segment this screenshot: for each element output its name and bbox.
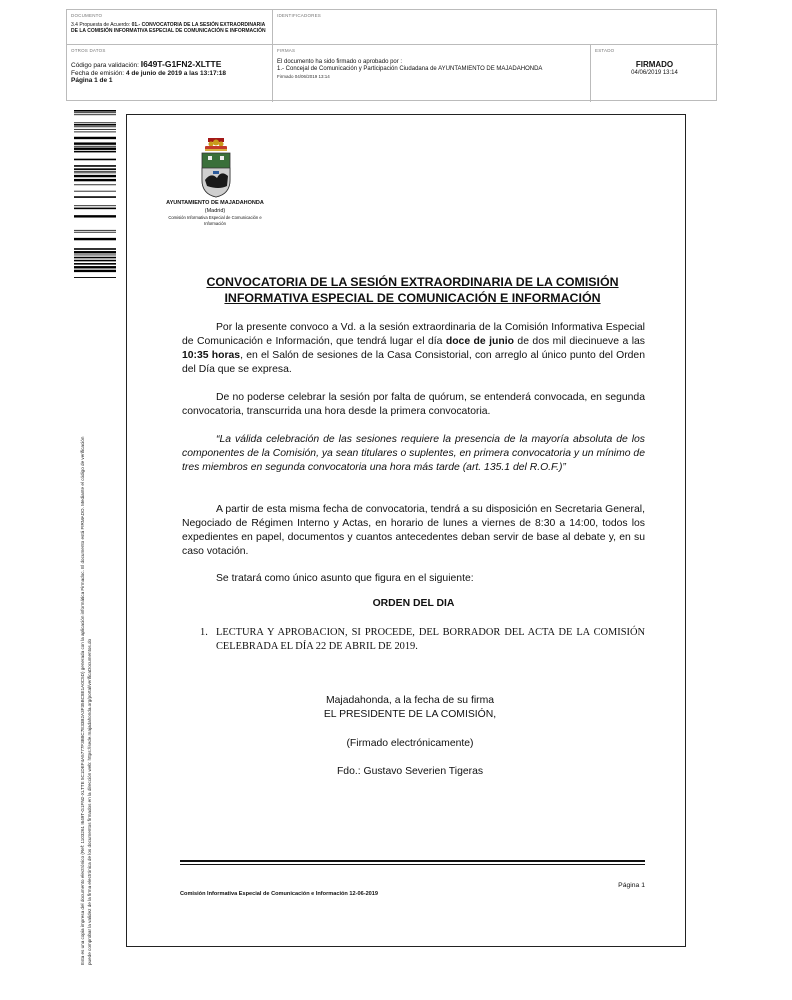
estado-date: 04/06/2019 13:14	[631, 70, 678, 76]
documento-label: DOCUMENTO	[71, 13, 103, 18]
orden-del-dia-heading: ORDEN DEL DIA	[372, 598, 455, 609]
paragraph-convocatoria: Por la presente convoco a Vd. a la sesión extraordinaria de la Comisión Informativa Especial de Comunicación e Información, que tendrá lugar el día doce de junio de dos mil diecinueve a las 10:35 horas, en el Salón de sesiones de la Casa Consistorial, con arreglo al único punto del Orden del Día que se expresa.	[182, 322, 646, 375]
firmas-cell	[273, 45, 591, 102]
documento-cell	[67, 10, 273, 45]
identificadores-label: IDENTIFICADORES	[277, 13, 322, 18]
verification-side-text	[80, 275, 93, 965]
org-region: (Madrid)	[204, 208, 226, 214]
list-item-number: 1.	[200, 627, 208, 638]
estado-cell	[591, 45, 718, 102]
firmas-intro: El documento ha sido firmado o aprobado por :	[277, 59, 403, 65]
firmado-fecha: Firmado 04/06/2019 13:14	[277, 74, 330, 79]
side-text-line1: Esta es una copia impresa del documento electrónico (Ref: 1103261 I649T-G1FN2-XLTTE 5C1DEF4A5777F3B8C7E33B2A3F35BC8E1A0C5D) generada con la aplicación informática Firmadoc. El documento está FIRMADO. Mediante el código de verificación	[80, 436, 85, 965]
paragraph-asunto: Se tratará como único asunto que figura en el siguiente:	[216, 573, 474, 584]
signature-name: Fdo.: Gustavo Severien Tigeras	[336, 766, 484, 777]
list-item	[200, 626, 645, 654]
codigo-value: I649T-G1FN2-XLTTE	[140, 59, 222, 69]
estado-value: FIRMADO	[635, 60, 674, 69]
firmas-label: FIRMAS	[277, 48, 296, 53]
footer-divider-thin	[180, 864, 645, 865]
coat-of-arms-icon	[199, 138, 233, 198]
paragraph-expedientes: A partir de esta misma fecha de convocatoria, tendrá a su disposición en Secretaria General, Negociado de Régimen Interno y Actas, en horario de lunes a viernes de 8:30 a 14:00, todos los expedientes en papel, documentos y cuantos antecedentes deban servir de base al debate y, en su caso votación.	[182, 504, 645, 557]
documento-description	[71, 22, 267, 34]
documento-title: 01.- CONVOCATORIA DE LA SESIÓN EXTRAORDINARIA DE LA COMISIÓN INFORMATIVA ESPECIAL DE COMUNICACIÓN E INFORMACIÓN	[71, 22, 266, 34]
estado-label: ESTADO	[595, 48, 615, 53]
paragraph-quorum: De no poderse celebrar la sesión por falta de quórum, se entenderá convocada, en segunda convocatoria, transcurrida una hora desde la primera convocatoria.	[182, 392, 645, 417]
page-number: Página 1	[618, 882, 645, 889]
organization-block	[140, 199, 290, 227]
signature-electronic: (Firmado electrónicamente)	[346, 738, 474, 749]
pagina-count: Página 1 de 1	[71, 77, 113, 84]
footer-divider	[180, 860, 645, 862]
list-item-text: LECTURA Y APROBACION, SI PROCEDE, DEL BORRADOR DEL ACTA DE LA COMISIÓN CELEBRADA EL DÍA 22 DE ABRIL DE 2019.	[216, 627, 645, 652]
firmante: 1.- Concejal de Comunicación y Participación Ciudadana de AYUNTAMIENTO DE MAJADAHONDA	[277, 66, 543, 72]
org-commission: Comisión Informativa Especial de Comunicación e	[168, 215, 262, 220]
org-commission-2: Información	[204, 221, 226, 226]
signature-place-date: Majadahonda, a la fecha de su firma	[325, 695, 495, 706]
barcode-icon	[74, 110, 116, 278]
page-title: CONVOCATORIA DE LA SESIÓN EXTRAORDINARIA DE LA COMISIÓN INFORMATIVA ESPECIAL DE COMUNICACIÓN E INFORMACIÓN	[206, 275, 619, 305]
paragraph-cita-rof: “La válida celebración de las sesiones requiere la presencia de la mayoría absoluta de los componentes de la Comisión, ya sean titulares o suplentes, en primera convocatoria y un mínimo de tres miembros en segunda convocatoria una hora más tarde (art. 135.1 del R.O.F.)”	[182, 434, 645, 473]
org-name: AYUNTAMIENTO DE MAJADAHONDA	[166, 200, 264, 206]
otros-datos-cell	[67, 45, 273, 102]
footer-text: Comisión Informativa Especial de Comunicación e Información 12-06-2019	[180, 891, 379, 897]
fecha-emision: Fecha de emisión: 4 de junio de 2019 a las 13:17:18	[71, 69, 227, 77]
fecha-value: 4 de junio de 2019 a las 13:17:18	[125, 69, 227, 77]
side-text-line2: puede comprobar la validez de la firma electrónica de los documentos firmados en la dirección web: https://sede.majadahonda.org/portal/verificaDocumentos.do	[86, 638, 92, 965]
otros-label: OTROS DATOS	[71, 48, 106, 53]
codigo-validacion: Código para validación: I649T-G1FN2-XLTTE	[71, 59, 222, 69]
identificadores-cell	[273, 10, 718, 45]
documento-prefix: 3.4 Propuesta de Acuerdo:	[71, 22, 131, 28]
signature-header-table	[66, 9, 717, 101]
fecha-sesion: doce de junio	[445, 336, 514, 347]
hora-sesion: 10:35 horas	[182, 350, 241, 361]
signature-role: EL PRESIDENTE DE LA COMISIÓN,	[323, 709, 497, 720]
